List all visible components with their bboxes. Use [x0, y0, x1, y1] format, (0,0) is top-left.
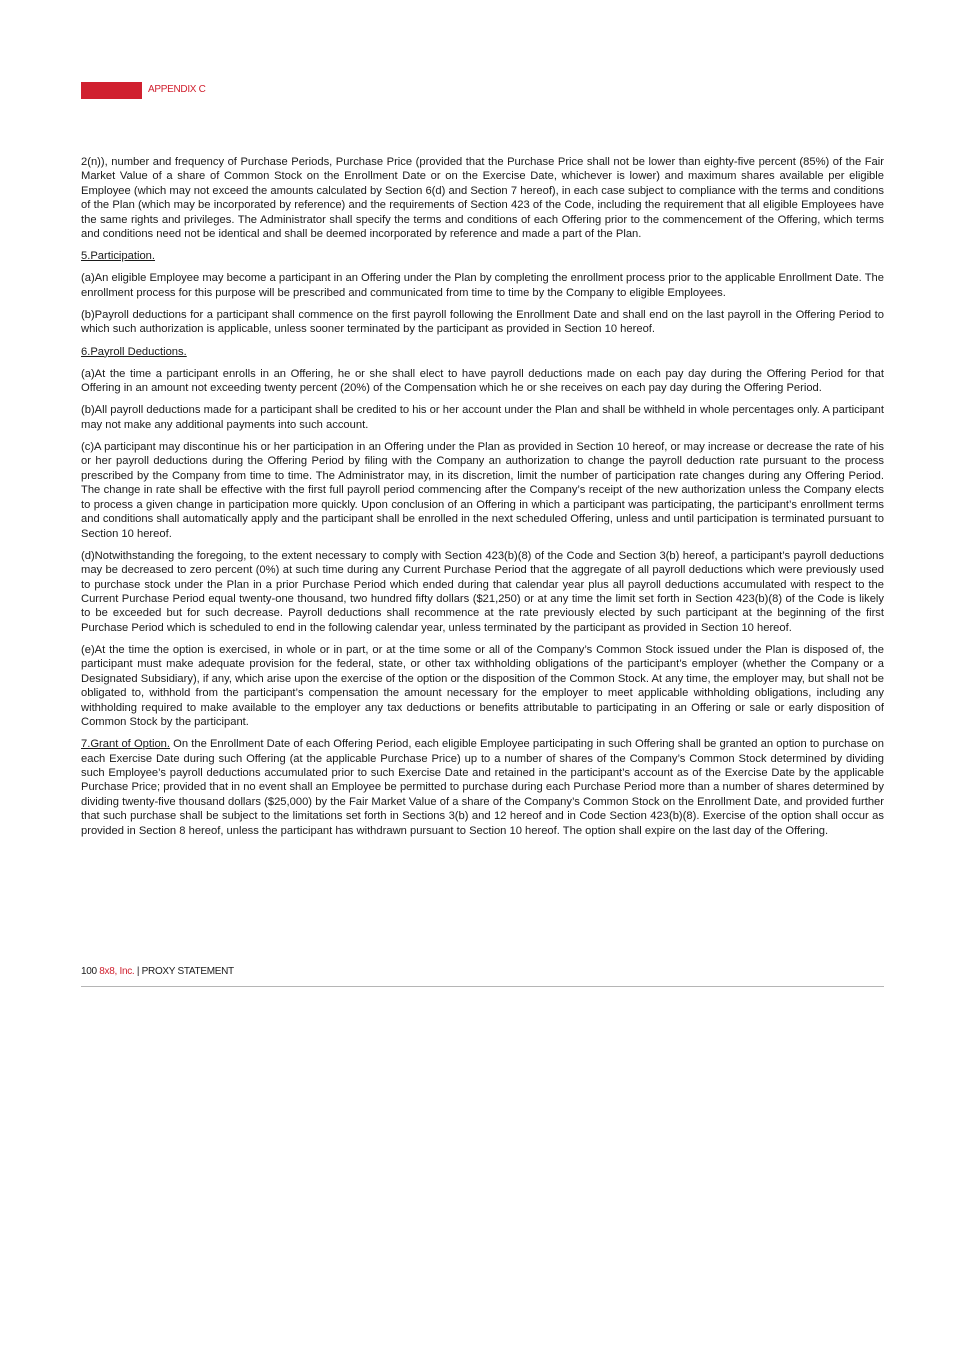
page-footer [81, 966, 234, 977]
section-heading-participation: 5.Participation. [81, 250, 156, 263]
paragraph-7 [81, 737, 884, 838]
footer-divider [81, 986, 884, 987]
header-accent-bar [81, 82, 142, 99]
document-body [81, 155, 884, 846]
paragraph-7-text: On the Enrollment Date of each Offering Period, each eligible Employee participating in such Offering shall be granted an option to purchase on each Exercise Date during such Offering (at the applicable Purchase Price) up to a number of shares of the Company’s Common Stock determined by dividing such Employee’s payroll deductions accumulated prior to such Exercise Date and retained in the participant’s account as of the Exercise Date by the applicable Purchase Price; provided that in no event shall an Employee be permitted to purchase during each Purchase Period more than a number of shares determined by dividing twenty-five thousand dollars ($25,000) by the Fair Market Value of a share of the Company’s Common Stock on the Enrollment Date, and provided further that such purchase shall be subject to the limitations set forth in Sections 3(b) and 12 hereof and in Code Section 423(b)(8). Exercise of the option shall occur as provided in Section 8 hereof, unless the participant has withdrawn pursuant to Section 10 hereof. The option shall expire on the last day of the Offering. [81, 738, 884, 837]
paragraph-continuation: 2(n)), number and frequency of Purchase Periods, Purchase Price (provided that the Purchase Price shall not be lower than eighty-five percent (85%) of the Fair Market Value of a share of Common Stock on the Enrollment Date or on the Exercise Date, whichever is lower) and maximum shares available per eligible Employee (which may not exceed the amounts calculated by Section 6(d) and Section 7 hereof), in each case subject to compliance with the terms and conditions of the Plan (which may be incorporated by reference) and the requirements of Section 423 of the Code, including the requirement that all eligible Employees have the same rights and privileges. The Administrator shall specify the terms and conditions of each Offering prior to the commencement of the Offering, which terms and conditions need not be identical and shall be deemed incorporated by reference and made a part of the Plan. [81, 156, 884, 241]
paragraph-6d: (d)Notwithstanding the foregoing, to the extent necessary to comply with Section 423(b)(8) of the Code and Section 3(b) hereof, a participant’s payroll deductions may be decreased to zero percent (0%) at such time during any Current Purchase Period that the aggregate of all payroll deductions which were previously used to purchase stock under the Plan in a prior Purchase Period which ended during that calendar year plus all payroll deductions accumulated with respect to the Current Purchase Period equal twenty-one thousand, two hundred fifty dollars ($21,250) or at any time the limit set forth in Section 423(b)(8) of the Code is likely to be exceeded but for such decrease. Payroll deductions shall recommence at the rate previously elected by such participant at the beginning of the first Purchase Period which is scheduled to end in the following calendar year, unless terminated by the participant as provided in Section 10 hereof. [81, 549, 884, 634]
paragraph-6a: (a)At the time a participant enrolls in an Offering, he or she shall elect to have payroll deductions made on each pay day during the Offering Period for that Offering in an amount not exceeding twenty percent (20%) of the Compensation which he or she receives on each pay day during the Offering Period. [81, 367, 884, 395]
page-number: 100 [81, 966, 97, 977]
section-heading-payroll-deductions: 6.Payroll Deductions. [81, 345, 187, 358]
paragraph-5b: (b)Payroll deductions for a participant shall commence on the first payroll following the Enrollment Date and shall end on the last payroll in the Offering Period to which such authorization is applicable, unless sooner terminated by the participant as provided in Section 10 hereof. [81, 309, 884, 336]
paragraph-6e: (e)At the time the option is exercised, in whole or in part, or at the time some or all of the Company’s Common Stock issued under the Plan is disposed of, the participant must make adequate provision for the federal, state, or other tax withholding obligations of the participant’s employer (whether the Company or a Designated Subsidiary), if any, which arise upon the exercise of the option or the disposition of the Common Stock. At any time, the employer may, but shall not be obligated to, withhold from the participant’s compensation the amount necessary for the employer to meet applicable withholding obligations, including any withholding required to make available to the employer any tax deductions or benefits attributable to participating in an Offering or sale or early disposition of Common Stock by the participant. [81, 643, 884, 728]
appendix-label: APPENDIX C [148, 84, 206, 95]
company-name: 8x8, Inc. [99, 966, 135, 977]
section-heading-grant-of-option: 7.Grant of Option. [81, 738, 171, 751]
paragraph-5a: (a)An eligible Employee may become a participant in an Offering under the Plan by completing the enrollment process prior to the applicable Enrollment Date. The enrollment process for this purpose will be prescribed and communicated from time to time by the Company to eligible Employees. [81, 272, 884, 299]
document-title: | PROXY STATEMENT [136, 966, 234, 977]
paragraph-6c: (c)A participant may discontinue his or her participation in an Offering under the Plan as provided in Section 10 hereof, or may increase or decrease the rate of his or her payroll deductions during the Offering Period by filing with the Company an authorization to change the payroll deduction rate pursuant to the process prescribed by the Company from time to time. The Administrator may, in its discretion, limit the number of participation rate changes during any Offering Period. The change in rate shall be effective with the first full payroll period commencing after the Company’s receipt of the new authorization unless the Company elects to process a given change in participation more quickly. Upon conclusion of an Offering in which a participant was participating, the participant’s enrollment terms and conditions shall automatically apply and the participant shall be enrolled in the next scheduled Offering, unless and until participation is terminated pursuant to Section 10 hereof. [81, 441, 884, 540]
paragraph-6b: (b)All payroll deductions made for a participant shall be credited to his or her account under the Plan and shall be withheld in whole percentages only. A participant may not make any additional payments into such account. [81, 404, 884, 431]
